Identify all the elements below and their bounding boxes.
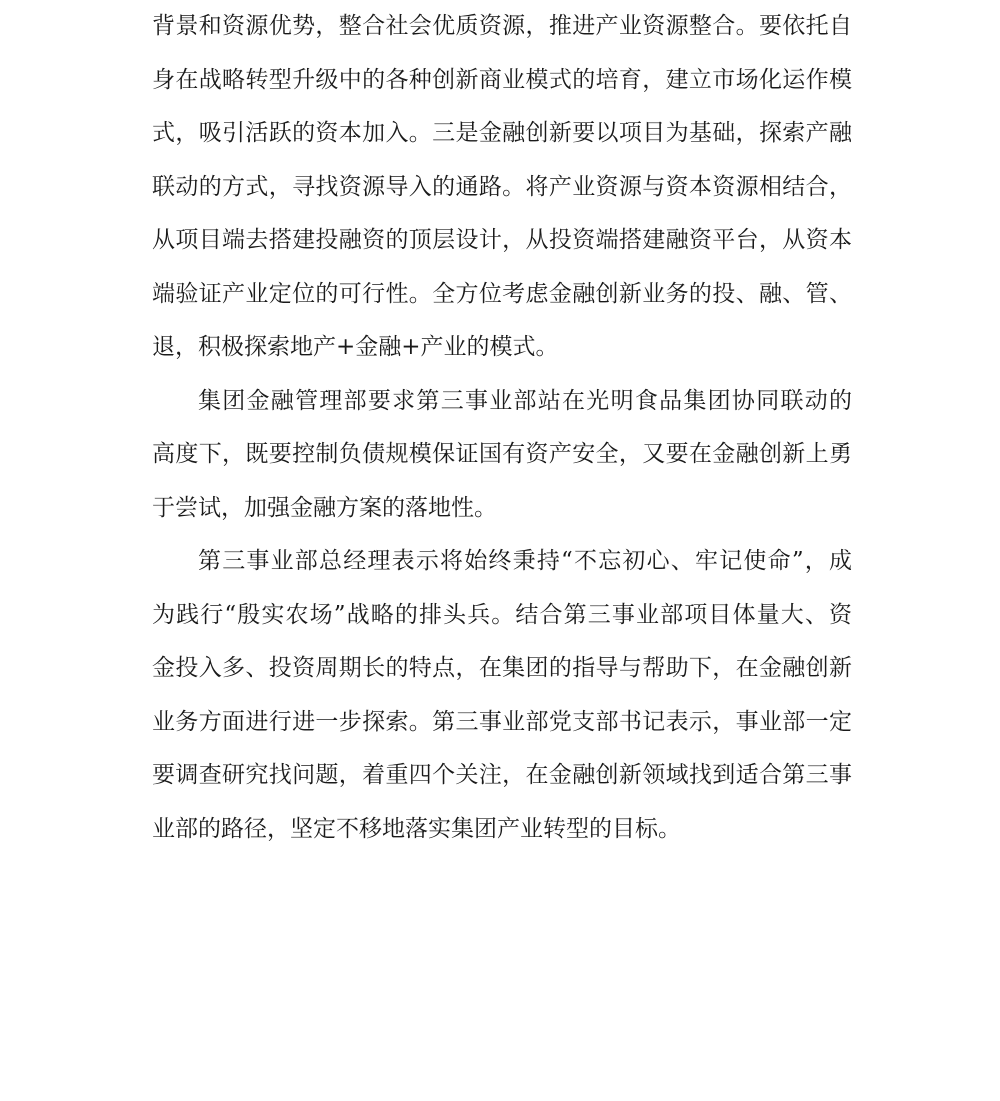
paragraph-1: [152, 0, 852, 375]
text-line: 要调查研究找问题，着重四个关注，在金融创新领域找到适合第三事: [152, 762, 852, 788]
text-line: 背景和资源优势，整合社会优质资源，推进产业资源整合。要依托自: [152, 13, 852, 39]
body-text: [152, 0, 852, 856]
text-line: 从项目端去搭建投融资的顶层设计，从投资端搭建融资平台，从资本: [152, 227, 852, 253]
text-line: 身在战略转型升级中的各种创新商业模式的培育，建立市场化运作模: [152, 66, 852, 93]
text-line: 端验证产业定位的可行性。全方位考虑金融创新业务的投、融、管、: [152, 280, 852, 307]
paragraph-3: [152, 535, 852, 856]
text-line: 高度下，既要控制负债规模保证国有资产安全，又要在金融创新上勇: [152, 441, 852, 467]
text-line: 集团金融管理部要求第三事业部站在光明食品集团协同联动的: [198, 387, 852, 414]
text-line: 业部的路径，坚定不移地落实集团产业转型的目标。: [152, 815, 681, 842]
text-line: 式，吸引活跃的资本加入。三是金融创新要以项目为基础，探索产融: [152, 120, 852, 146]
text-line: 联动的方式，寻找资源导入的通路。将产业资源与资本资源相结合，: [152, 173, 852, 200]
text-line: 于尝试，加强金融方案的落地性。: [152, 494, 497, 521]
text-line: 业务方面进行进一步探索。第三事业部党支部书记表示，事业部一定: [152, 708, 852, 735]
text-line: 金投入多、投资周期长的特点，在集团的指导与帮助下，在金融创新: [152, 655, 852, 681]
text-line: 第三事业部总经理表示将始终秉持“不忘初心、牢记使命”，成: [198, 548, 852, 574]
paragraph-2: [152, 375, 852, 536]
text-line: 为践行“殷实农场”战略的排头兵。结合第三事业部项目体量大、资: [152, 601, 852, 628]
text-line: 退，积极探索地产+金融+产业的模式。: [152, 334, 559, 360]
